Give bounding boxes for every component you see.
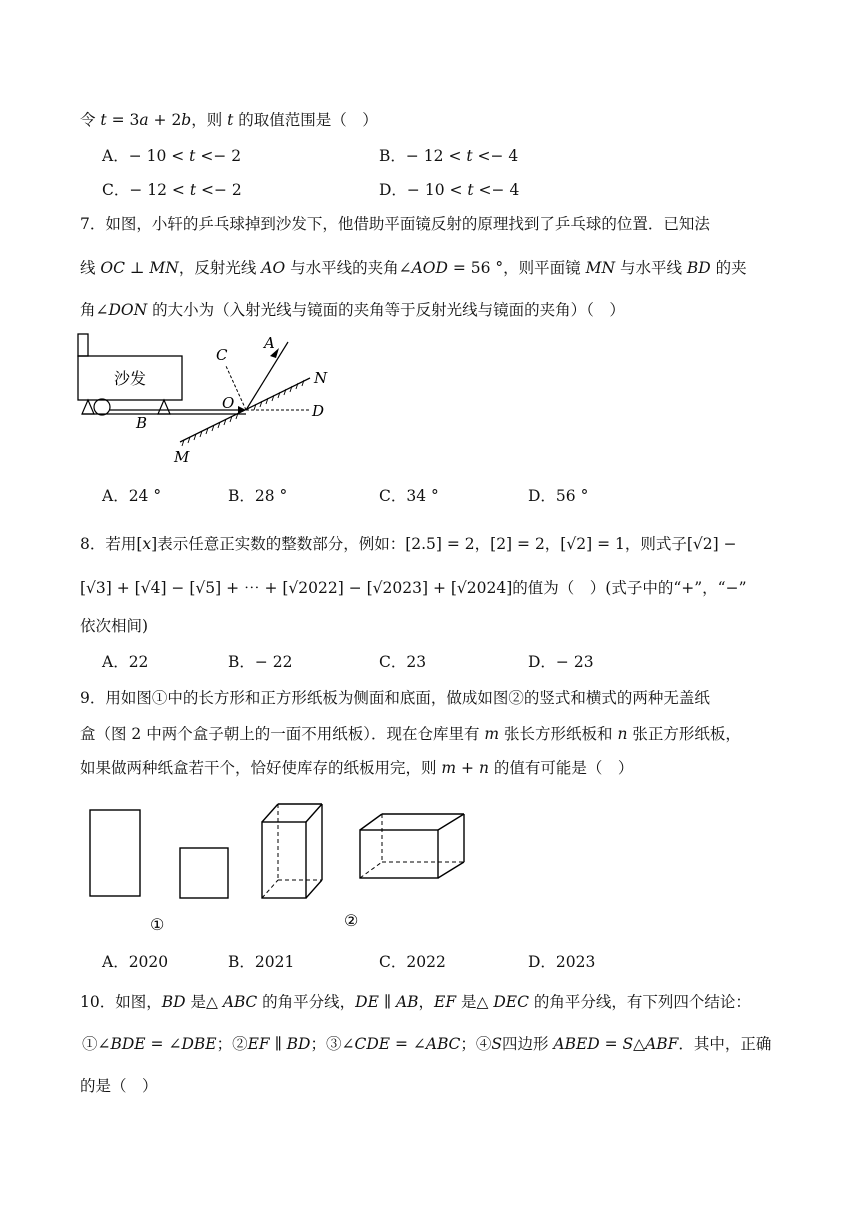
label-c: C [216,346,228,364]
figure-label-1: ① [150,915,165,934]
label-o: O [222,394,235,412]
q6-option-b: B．− 12 < 𝑡 <− 4 [379,147,519,165]
q9-line-2: 盒（图 2 中两个盒子朝上的一面不用纸板）．现在仓库里有 𝑚 张长方形纸板和 𝑛 张正方形纸板， [80,725,741,743]
q10-line-3: 的是（ ） [80,1077,158,1095]
q10-line-2: ①∠𝐵𝐷𝐸 = ∠𝐷𝐵𝐸；②𝐸𝐹 ∥ 𝐵𝐷；③∠𝐶𝐷𝐸 = ∠𝐴𝐵𝐶；④𝑆四边形 𝐴𝐵𝐸𝐷 = 𝑆△𝐴𝐵𝐹．其中，正确 [82,1035,772,1053]
q9-option-b: B．2021 [228,953,295,971]
q7-line-1: 7．如图，小轩的乒乓球掉到沙发下，他借助平面镜反射的原理找到了乒乓球的位置．已知法 [80,215,710,233]
label-m: M [174,448,190,466]
q7-option-b: B．28 ° [228,487,288,505]
figure-label-2: ② [344,911,359,930]
sofa-label: 沙发 [113,369,147,388]
q7-option-c: C．34 ° [379,487,439,505]
q7-option-d: D．56 ° [528,487,589,505]
q10-line-1: 10．如图，𝐵𝐷 是△ 𝐴𝐵𝐶 的角平分线，𝐷𝐸 ∥ 𝐴𝐵，𝐸𝐹 是△ 𝐷𝐸𝐶 的角平分线，有下列四个结论： [80,993,751,1011]
q8-line-2: [√3] + [√4] − [√5] + ⋯ + [√2022] − [√2023] + [√2024]的值为（ ）(式子中的“+”，“−” [80,579,747,597]
label-n: N [314,369,328,387]
q8-line-3: 依次相间) [80,617,149,635]
q9-option-c: C．2022 [379,953,446,971]
q8-option-b: B．− 22 [228,653,293,671]
label-b: B [136,414,148,432]
q7-line-2: 线 𝑂𝐶 ⊥ 𝑀𝑁，反射光线 𝐴𝑂 与水平线的夹角∠𝐴𝑂𝐷 = 56 °，则平面镜 𝑀𝑁 与水平线 𝐵𝐷 的夹 [80,259,747,277]
q9-option-d: D．2023 [528,953,596,971]
q7-line-3: 角∠𝐷𝑂𝑁 的大小为（入射光线与镜面的夹角等于反射光线与镜面的夹角）（ ） [80,301,625,319]
q8-option-d: D．− 23 [528,653,594,671]
q9-line-3: 如果做两种纸盒若干个，恰好使库存的纸板用完，则 𝑚 + 𝑛 的值有可能是（ ） [80,759,634,777]
q7-option-a: A．24 ° [102,487,162,505]
q8-option-a: A．22 [102,653,149,671]
q6-option-a: A．− 10 < 𝑡 <− 2 [102,147,242,165]
q9-figure-boxes [80,796,500,936]
q9-option-a: A．2020 [102,953,169,971]
q7-figure-mirror-reflection [70,330,350,470]
q6-option-c: C．− 12 < 𝑡 <− 2 [102,181,242,199]
q8-option-c: C．23 [379,653,427,671]
q6-option-d: D．− 10 < 𝑡 <− 4 [379,181,520,199]
label-a: A [264,334,275,352]
q8-line-1: 8．若用[𝑥]表示任意正实数的整数部分，例如：[2.5] = 2，[2] = 2，[√2] = 1，则式子[√2] − [80,535,737,553]
q9-line-1: 9．用如图①中的长方形和正方形纸板为侧面和底面，做成如图②的竖式和横式的两种无盖纸 [80,689,710,707]
label-d: D [312,402,325,420]
q6-stem: 令 𝑡 = 3𝑎 + 2𝑏，则 𝑡 的取值范围是（ ） [80,111,378,129]
